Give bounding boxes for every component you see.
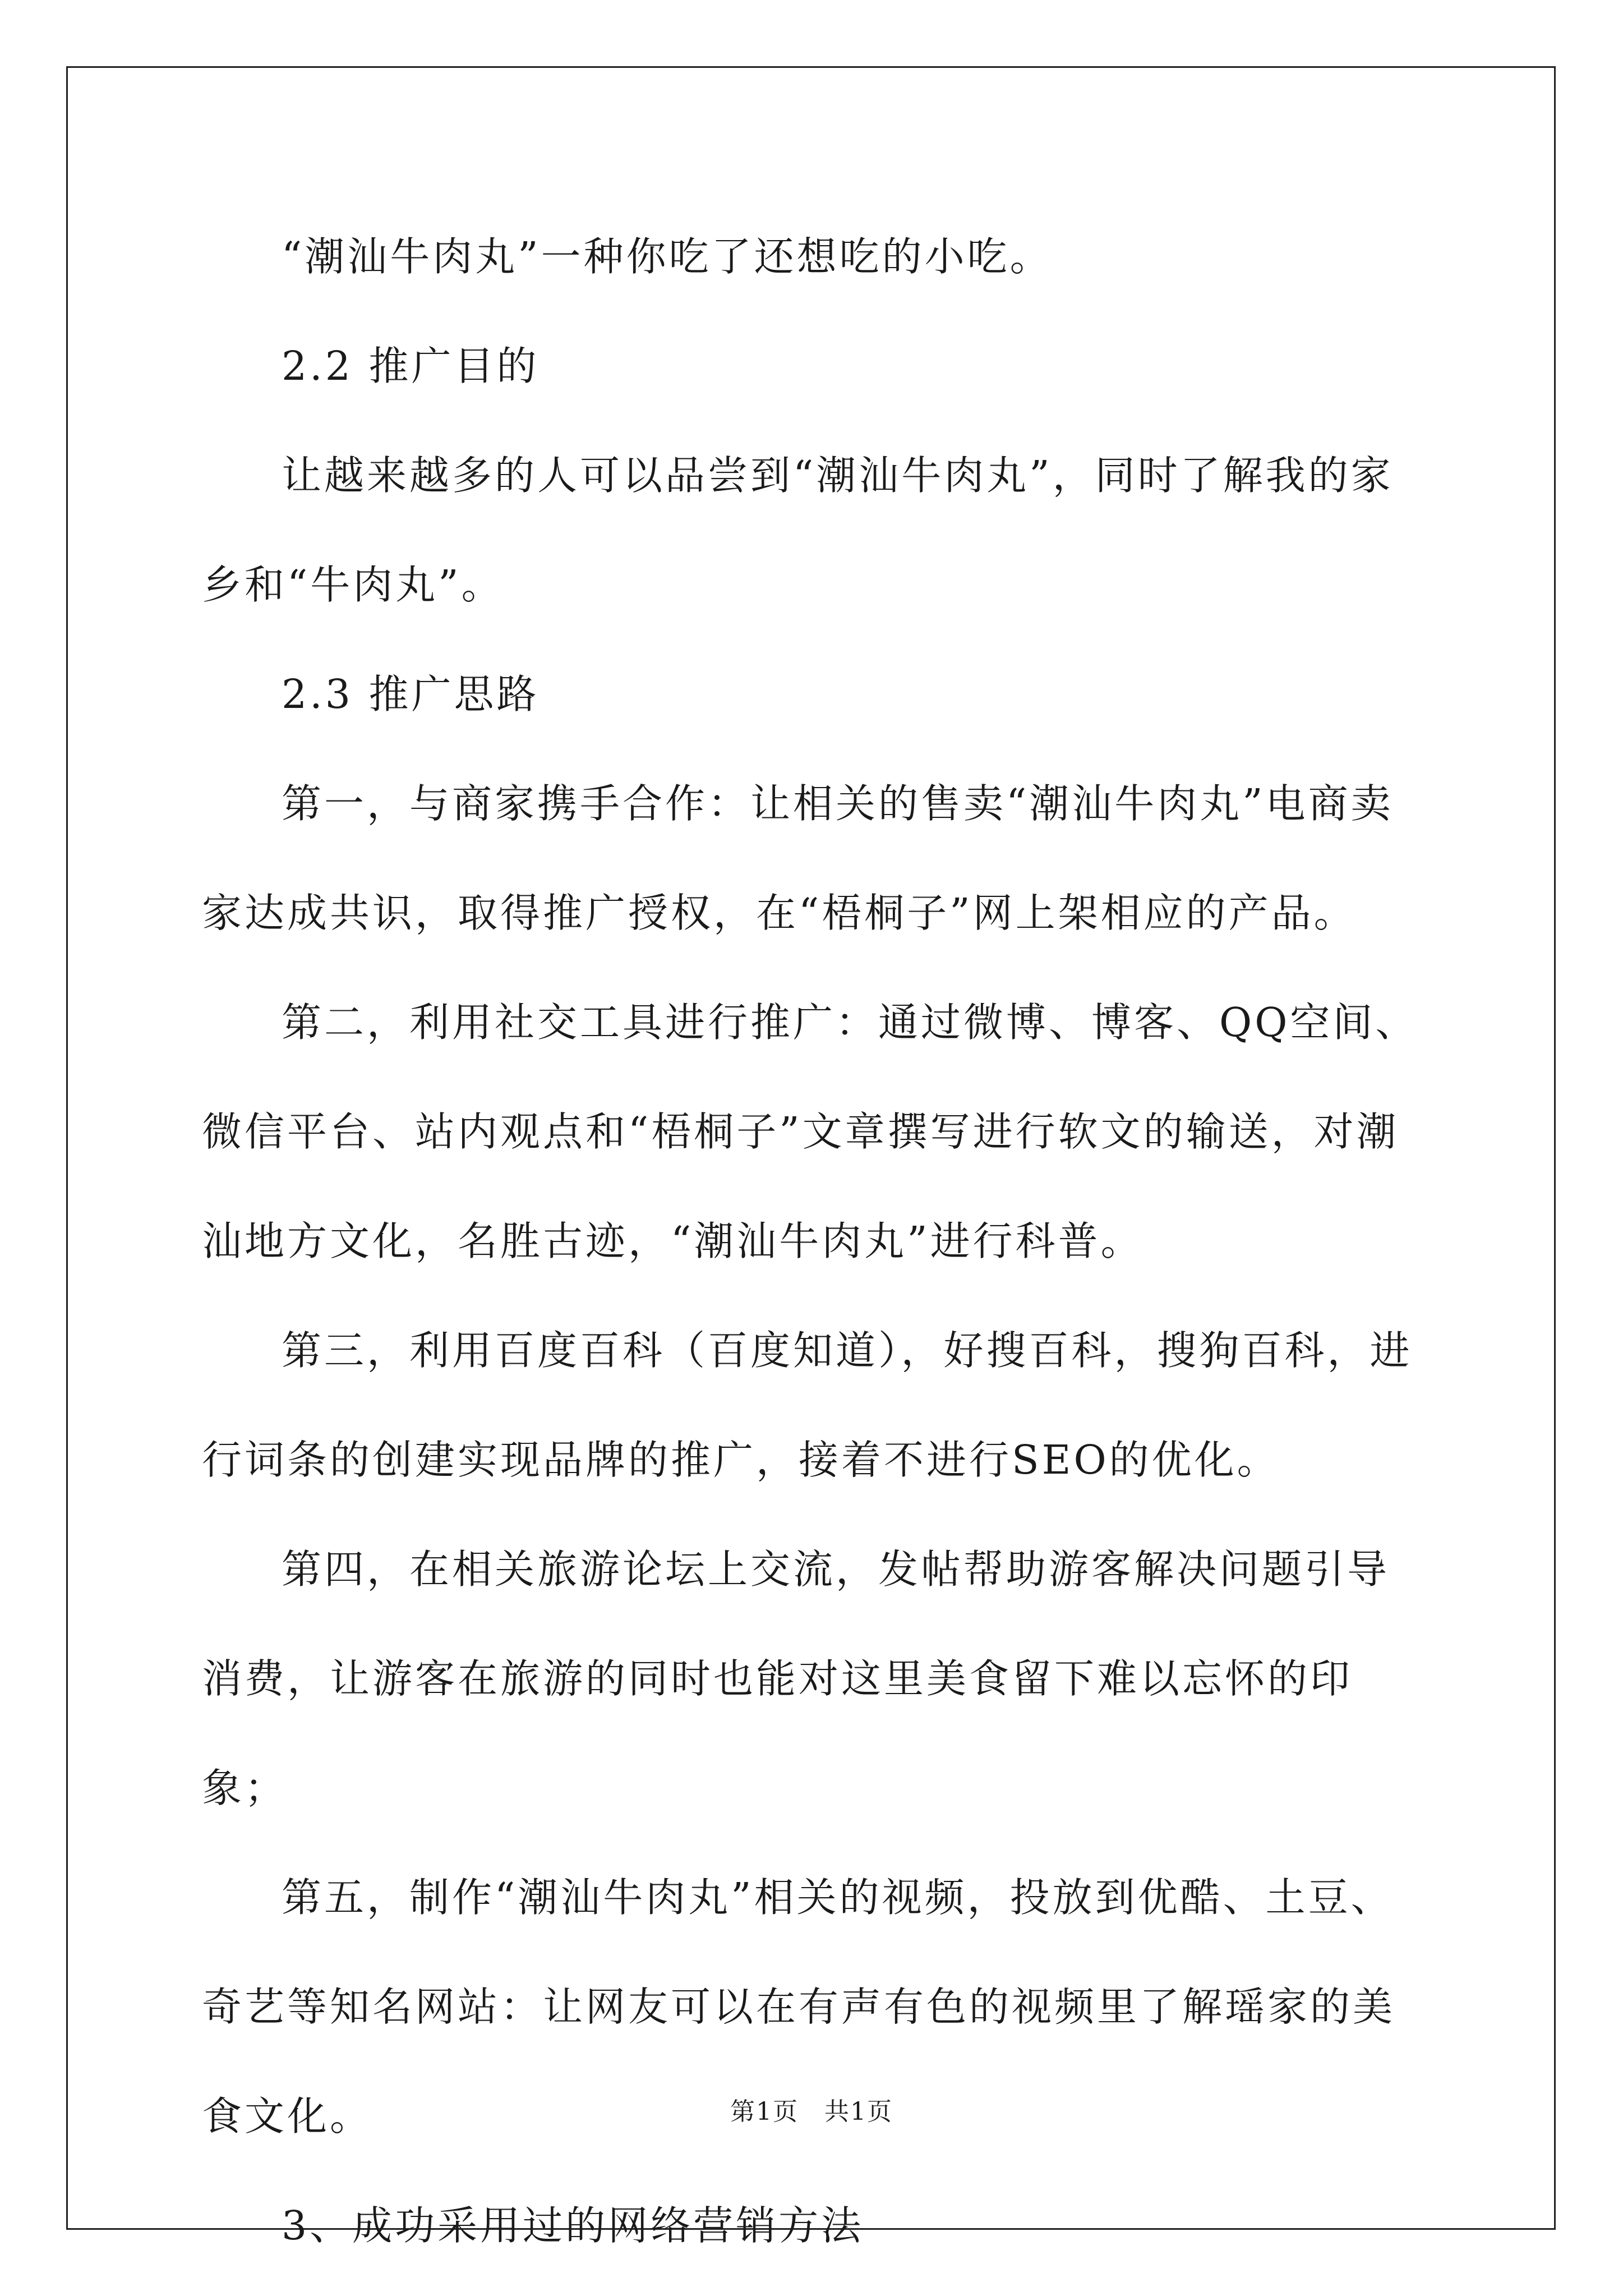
paragraph-approach-4: 第四，在相关旅游论坛上交流，发帖帮助游客解决问题引导消费，让游客在旅游的同时也能对这里美食留下难以忘怀的印象； <box>202 1546 1390 1811</box>
paragraph-promotion-goal: 让越来越多的人可以品尝到“潮汕牛肉丸”，同时了解我的家乡和“牛肉丸”。 <box>202 452 1394 608</box>
heading-promotion-approach: 2.3 推广思路 <box>282 671 540 717</box>
document-body <box>202 202 1430 2280</box>
paragraph-approach-2: 第二，利用社交工具进行推广：通过微博、博客、QQ空间、微信平台、站内观点和“梧桐子”文章撰写进行软文的输送，对潮汕地方文化，名胜古迹，“潮汕牛肉丸”进行科普。 <box>202 999 1418 1264</box>
paragraph-approach-5: 第五，制作“潮汕牛肉丸”相关的视频，投放到优酷、土豆、奇艺等知名网站：让网友可以在有声有色的视频里了解瑶家的美食文化。 <box>202 1874 1396 2139</box>
heading-marketing-methods: 3、成功采用过的网络营销方法 <box>282 2202 864 2249</box>
page-footer: 第1页 共1页 <box>730 2097 893 2126</box>
heading-promotion-goal: 2.2 推广目的 <box>282 343 540 389</box>
paragraph-approach-3: 第三，利用百度百科（百度知道），好搜百科，搜狗百科，进行词条的创建实现品牌的推广，接着不进行SEO的优化。 <box>202 1327 1413 1483</box>
paragraph-intro: “潮汕牛肉丸”一种你吃了还想吃的小吃。 <box>282 233 1053 280</box>
paragraph-approach-1: 第一，与商家携手合作：让相关的售卖“潮汕牛肉丸”电商卖家达成共识，取得推广授权，在“梧桐子”网上架相应的产品。 <box>202 780 1394 936</box>
